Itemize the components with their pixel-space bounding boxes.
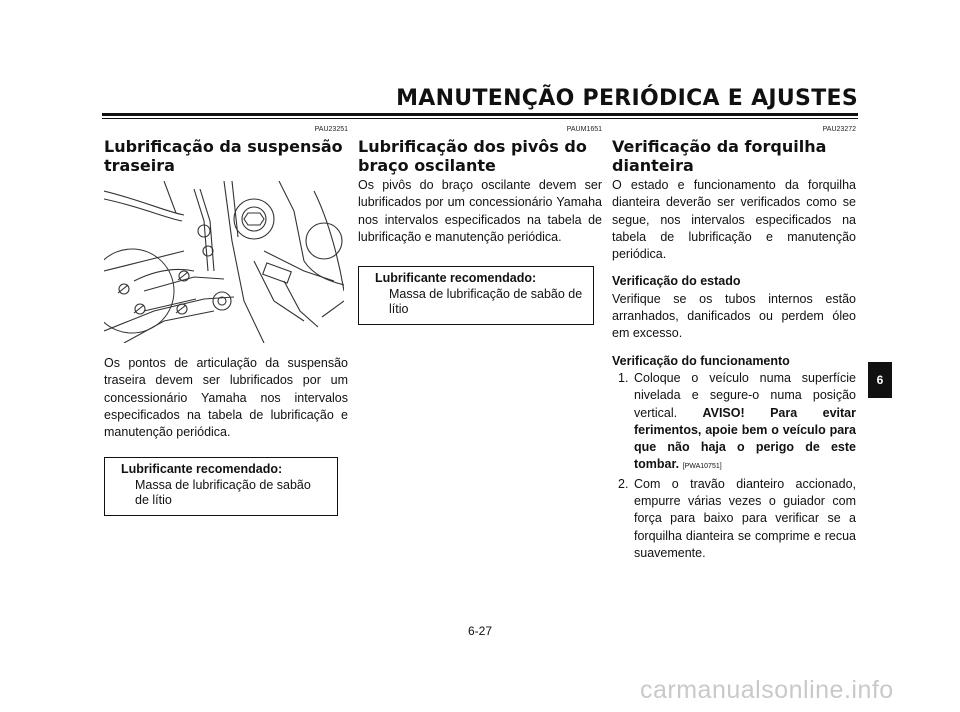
step-item — [612, 370, 856, 476]
lubricant-title: Lubrificante recomendado: — [375, 271, 537, 286]
lubricant-value: Massa de lubrificação de sabão de lítio — [389, 286, 583, 317]
chapter-tab: 6 — [868, 362, 892, 398]
step-number: 2. — [618, 476, 629, 491]
section-body: O estado e funcionamento da forquilha dianteira deverão ser verificados como se segue, nos intervalos especificados na tabela de lubrificação e manutenção periódica. — [612, 178, 856, 262]
subsection-body-condition: Verifique se os tubos internos estão arranhados, danificados ou perdem óleo em excesso. — [612, 291, 856, 341]
step-text: Com o travão dianteiro accionado, empurre várias vezes o guiador com força para baixo para verificar se a forquilha dianteira se comprime e recua suavemente. — [634, 476, 856, 560]
section-code: PAU23251 — [314, 126, 348, 133]
page-header-title: MANUTENÇÃO PERIÓDICA E AJUSTES — [396, 86, 858, 111]
lubricant-box — [358, 266, 594, 325]
lubricant-box — [104, 457, 338, 516]
subsection-title-operation: Verificação do funcionamento — [612, 353, 790, 368]
section-title: Verificação da forquilha dianteira — [612, 137, 827, 175]
rear-suspension-figure — [104, 181, 344, 343]
section-body: Os pontos de articulação da suspensão traseira devem ser lubrificados por um concessionário Yamaha nos intervalos especificados na tabela de lubrificação e manutenção periódica. — [104, 356, 348, 440]
section-title: Lubrificação dos pivôs do braço oscilante — [358, 137, 587, 175]
section-title: Lubrificação da suspensão traseira — [104, 137, 343, 175]
step-text: Coloque o veículo numa superfície nivelada e segure-o numa posição vertical. — [634, 370, 856, 420]
operation-steps — [612, 370, 856, 562]
section-code: PAU23272 — [822, 126, 856, 133]
step-item — [612, 476, 856, 562]
column-rear-suspension — [104, 125, 348, 516]
watermark: carmanualsonline.info — [640, 676, 894, 704]
subsection-title-condition: Verificação do estado — [612, 274, 741, 289]
page-number: 6-27 — [467, 624, 493, 638]
step-number: 1. — [618, 370, 629, 385]
section-code: PAUM1651 — [566, 126, 602, 133]
step-warning: AVISO! Para evitar ferimentos, apoie bem o veículo para que não haja o perigo de este tombar. — [634, 405, 856, 472]
section-body: Os pivôs do braço oscilante devem ser lubrificados por um concessionário Yamaha nos intervalos especificados na tabela de lubrificação e manutenção periódica. — [358, 178, 602, 244]
lubricant-title: Lubrificante recomendado: — [121, 462, 283, 477]
column-swingarm-pivots — [358, 125, 602, 325]
warning-code: [PWA10751] — [682, 463, 722, 471]
rear-suspension-illustration — [104, 181, 344, 343]
header-rule-thin — [102, 118, 858, 119]
lubricant-value: Massa de lubrificação de sabão de lítio — [135, 477, 311, 508]
column-front-fork — [612, 125, 856, 562]
header-rule-thick — [102, 113, 858, 116]
